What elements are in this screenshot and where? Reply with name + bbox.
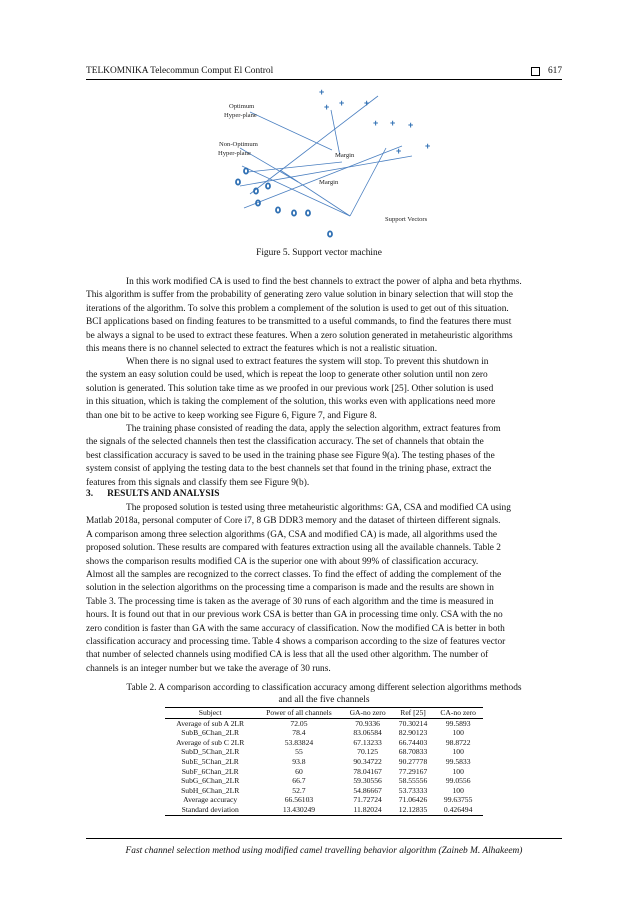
- column-header: Ref [25]: [393, 708, 434, 719]
- table-cell: 98.8722: [445, 737, 471, 747]
- table-cell: Standard deviation: [165, 805, 255, 815]
- table-row: [165, 805, 483, 815]
- plus-point: +: [324, 102, 330, 112]
- figure-labels: [218, 103, 431, 223]
- table-row: [165, 795, 483, 805]
- table-cell: 60: [295, 766, 303, 776]
- table-cell: Average of sub A 2LR: [176, 718, 245, 728]
- plus-point: +: [319, 87, 325, 97]
- table-header-row: [165, 708, 483, 719]
- footer-rule: [86, 838, 562, 839]
- table-cell: SubB_6Chan_2LR: [181, 728, 240, 738]
- section-heading: 3. RESULTS AND ANALYSIS: [86, 489, 220, 499]
- table-row: [165, 786, 483, 796]
- plus-point: +: [364, 98, 370, 108]
- column-header: CA-no zero: [433, 708, 483, 719]
- table-cell: 71.06426: [398, 795, 428, 805]
- circle-point: [266, 183, 270, 188]
- paragraph-2: [86, 356, 562, 423]
- text-line: The proposed solution is tested using three metaheuristic algorithms: GA, CSA and modified CA using: [126, 503, 511, 513]
- results-table: [165, 707, 483, 816]
- column-header: Power of all channels: [255, 708, 342, 719]
- figure-lines: [240, 96, 412, 216]
- table-cell: 100: [452, 785, 464, 795]
- circle-point: [276, 207, 280, 212]
- table-cell: 99.5833: [445, 756, 471, 766]
- text-line: solution in the selection algorithms on the processing time a comparison is made and the results are shown in: [86, 583, 494, 594]
- table-cell: 99.0556: [445, 776, 471, 786]
- table-row: [165, 747, 483, 757]
- non-optimum-label: Non-Optimum: [219, 141, 258, 148]
- table-cell: 100: [452, 766, 464, 776]
- text-line: hours. It is found out that in our previous work CSA is better than GA in processing time only. CSA with the no: [86, 610, 503, 621]
- table-cell: 82.90123: [398, 728, 428, 738]
- text-line: Table 3. The processing time is taken as the average of 30 runs of each algorithm and the time is measured in: [86, 596, 494, 607]
- text-line: than one bit to be active to keep working see Figure 6, Figure 7, and Figure 8.: [86, 410, 377, 421]
- table-cell: 70.9336: [355, 718, 380, 728]
- table-row: [165, 767, 483, 777]
- circle-point: [306, 210, 310, 215]
- text-line: zero condition is faster than GA with the same accuracy of classification. Now the modified CA is better in both: [86, 623, 505, 634]
- table-cell: 66.74403: [398, 737, 428, 747]
- table-cell: 99.5893: [445, 718, 471, 728]
- text-line: When there is no signal used to extract features the system will stop. To prevent this shutdown in: [126, 357, 489, 367]
- table-cell: 70.125: [357, 747, 379, 757]
- table-cell: 72.05: [290, 718, 308, 728]
- text-line: Matlab 2018a, personal computer of Core i7, 8 GB DDR3 memory and the dataset of thirteen different signals.: [86, 516, 501, 527]
- table-cell: 77.29167: [398, 766, 428, 776]
- table-cell: 54.86667: [353, 785, 382, 795]
- table-cell: 52.7: [292, 785, 306, 795]
- table-cell: 90.34722: [353, 756, 382, 766]
- table-cell: 55: [295, 747, 303, 757]
- header-rule: [86, 79, 562, 80]
- table-cell: 66.7: [292, 776, 306, 786]
- circle-point: [328, 231, 332, 236]
- table-row: [165, 728, 483, 738]
- paragraph-4: [86, 502, 562, 676]
- table-cell: Average accuracy: [183, 795, 238, 805]
- table-cell: 0.426494: [433, 805, 483, 815]
- margin-label-upper: Margin: [335, 152, 355, 159]
- table-row: [165, 757, 483, 767]
- support-vectors-label: Support Vectors: [385, 216, 428, 223]
- header-right: [531, 66, 562, 76]
- table-cell: 100: [452, 747, 464, 757]
- table-cell: 78.4: [292, 728, 306, 738]
- table-cell: 11.82024: [343, 805, 393, 815]
- table-caption-line: and all the five channels: [278, 695, 370, 705]
- non-optimum-label: Hyper-plane: [218, 150, 251, 157]
- table-cell: 67.13233: [353, 737, 382, 747]
- text-line: system consist of applying the testing data to the best channels set that found in the trining phase, extract the: [86, 464, 492, 475]
- text-line: shows the comparison results modified CA is the superior one with about 99% of classification accuracy.: [86, 556, 479, 567]
- table-cell: 71.72724: [353, 795, 382, 805]
- table-caption-line: Table 2. A comparison according to classification accuracy among different selection algorithms methods: [126, 683, 522, 693]
- text-line: classification accuracy and processing time. Table 4 shows a comparison according to the size of features vector: [86, 637, 506, 648]
- text-line: best classification accuracy is saved to be used in the training phase see Figure 9(a). The testing phases of the: [86, 450, 495, 461]
- table-cell: 93.8: [292, 756, 306, 766]
- plus-point: +: [408, 120, 414, 130]
- table-caption: [86, 682, 562, 706]
- figure-caption: Figure 5. Support vector machine: [256, 248, 382, 258]
- support-vector-pointer-1: [280, 170, 350, 216]
- table-cell: SubD_5Chan_2LR: [181, 747, 240, 757]
- upper-margin-line: [250, 96, 378, 194]
- text-line: BCI applications based on finding features to be transmitted to a useful commands, to find the features there must: [86, 317, 512, 328]
- text-line: the signals of the selected channels then test the classification accuracy. The set of channels that obtain the: [86, 437, 484, 448]
- column-header: Subject: [165, 708, 255, 719]
- text-line: The training phase consisted of reading the data, apply the selection algorithm, extract features from: [126, 424, 501, 434]
- table-cell: Average of sub C 2LR: [176, 737, 245, 747]
- square-box-icon: [531, 67, 540, 76]
- table-cell: SubG_6Chan_2LR: [181, 776, 240, 786]
- paragraph-3: [86, 423, 562, 490]
- text-line: in this situation, which is taking the complement of the solution, this works even with applications need more: [86, 397, 496, 408]
- plus-point: +: [390, 118, 396, 128]
- table-cell: 90.27778: [398, 756, 428, 766]
- column-header: GA-no zero: [343, 708, 393, 719]
- text-line: proposed solution. These results are compared with features extraction using all the available channels. Table 2: [86, 543, 501, 554]
- circle-point: [292, 210, 296, 215]
- table-cell: 99.63755: [443, 795, 473, 805]
- text-line: solution is generated. This solution take time as we proofed in our previous work [25]. Other solution is used: [86, 383, 494, 394]
- table-cell: 58.55556: [398, 776, 428, 786]
- plus-points: [319, 87, 430, 156]
- circle-point: [254, 188, 258, 193]
- table-row: [165, 776, 483, 786]
- table-cell: 66.56103: [284, 795, 314, 805]
- table-cell: SubF_6Chan_2LR: [181, 766, 239, 776]
- table-cell: 13.430249: [255, 805, 342, 815]
- text-line: This algorithm is suffer from the probability of generating zero value solution in binary selection that will stop the: [86, 290, 513, 301]
- table-cell: 12.12835: [393, 805, 434, 815]
- paragraph-1: [86, 276, 562, 356]
- page-number: 617: [547, 66, 562, 76]
- table-cell: 53.83824: [284, 737, 314, 747]
- table-cell: 70.30214: [398, 718, 428, 728]
- plus-point: +: [425, 141, 431, 151]
- optimum-label: Hyper-plane: [224, 112, 257, 119]
- plus-point: +: [339, 98, 345, 108]
- text-line: this means there is no channel selected to extract the features which is not a realistic situation.: [86, 344, 438, 355]
- svm-figure: [200, 86, 450, 246]
- table-cell: 53.73333: [398, 785, 428, 795]
- circle-point: [244, 168, 248, 173]
- text-line: the system an easy solution could be used, which is repeat the loop to generate other solution until non zero: [86, 370, 488, 381]
- optimum-label: Optimum: [229, 103, 255, 110]
- text-line: In this work modified CA is used to find the best channels to extract the power of alpha and beta rhythms.: [126, 277, 522, 287]
- optimum-label-pointer: [250, 112, 332, 150]
- text-line: be always a signal to be used to extract these features. When a zero solution generated in metaheuristic algorithms: [86, 330, 513, 341]
- circle-point: [236, 179, 240, 184]
- plus-point: +: [396, 146, 402, 156]
- text-line: that number of selected channels using modified CA is less that all the used other algorithm. The number of: [86, 650, 489, 661]
- plus-point: +: [373, 118, 379, 128]
- table-cell: SubE_5Chan_2LR: [181, 756, 239, 766]
- table-cell: 83.06584: [353, 728, 382, 738]
- table-row: [165, 738, 483, 748]
- table-cell: 59.30556: [353, 776, 382, 786]
- page-footer: Fast channel selection method using modified camel travelling behavior algorithm (Zaineb M. Alhakeem): [125, 846, 523, 856]
- table-cell: 68.70833: [398, 747, 428, 757]
- page-header: [86, 64, 562, 78]
- text-line: features from this signals and classify them see Figure 9(b).: [86, 477, 310, 488]
- circle-point: [256, 200, 260, 205]
- table-cell: 78.04167: [353, 766, 382, 776]
- margin-label-lower: Margin: [319, 179, 339, 186]
- margin-pointer: [331, 110, 340, 156]
- journal-title: TELKOMNIKA Telecommun Comput El Control: [86, 66, 274, 76]
- table-row: [165, 718, 483, 728]
- table-cell: SubH_6Chan_2LR: [181, 785, 240, 795]
- text-line: channels is an integer number but we take the average of 30 runs.: [86, 663, 331, 674]
- text-line: A comparison among three selection algorithms (GA, CSA and modified CA) is made, all algorithms used the: [86, 529, 498, 540]
- table-cell: 100: [452, 728, 464, 738]
- support-vector-pointer-2: [350, 148, 386, 216]
- text-line: Almost all the samples are recognized to the correct classes. To find the effect of adding the complement of the: [86, 570, 502, 581]
- text-line: iterations of the algorithm. To solve this problem a complement of the solution is used to get out of this situation.: [86, 303, 509, 314]
